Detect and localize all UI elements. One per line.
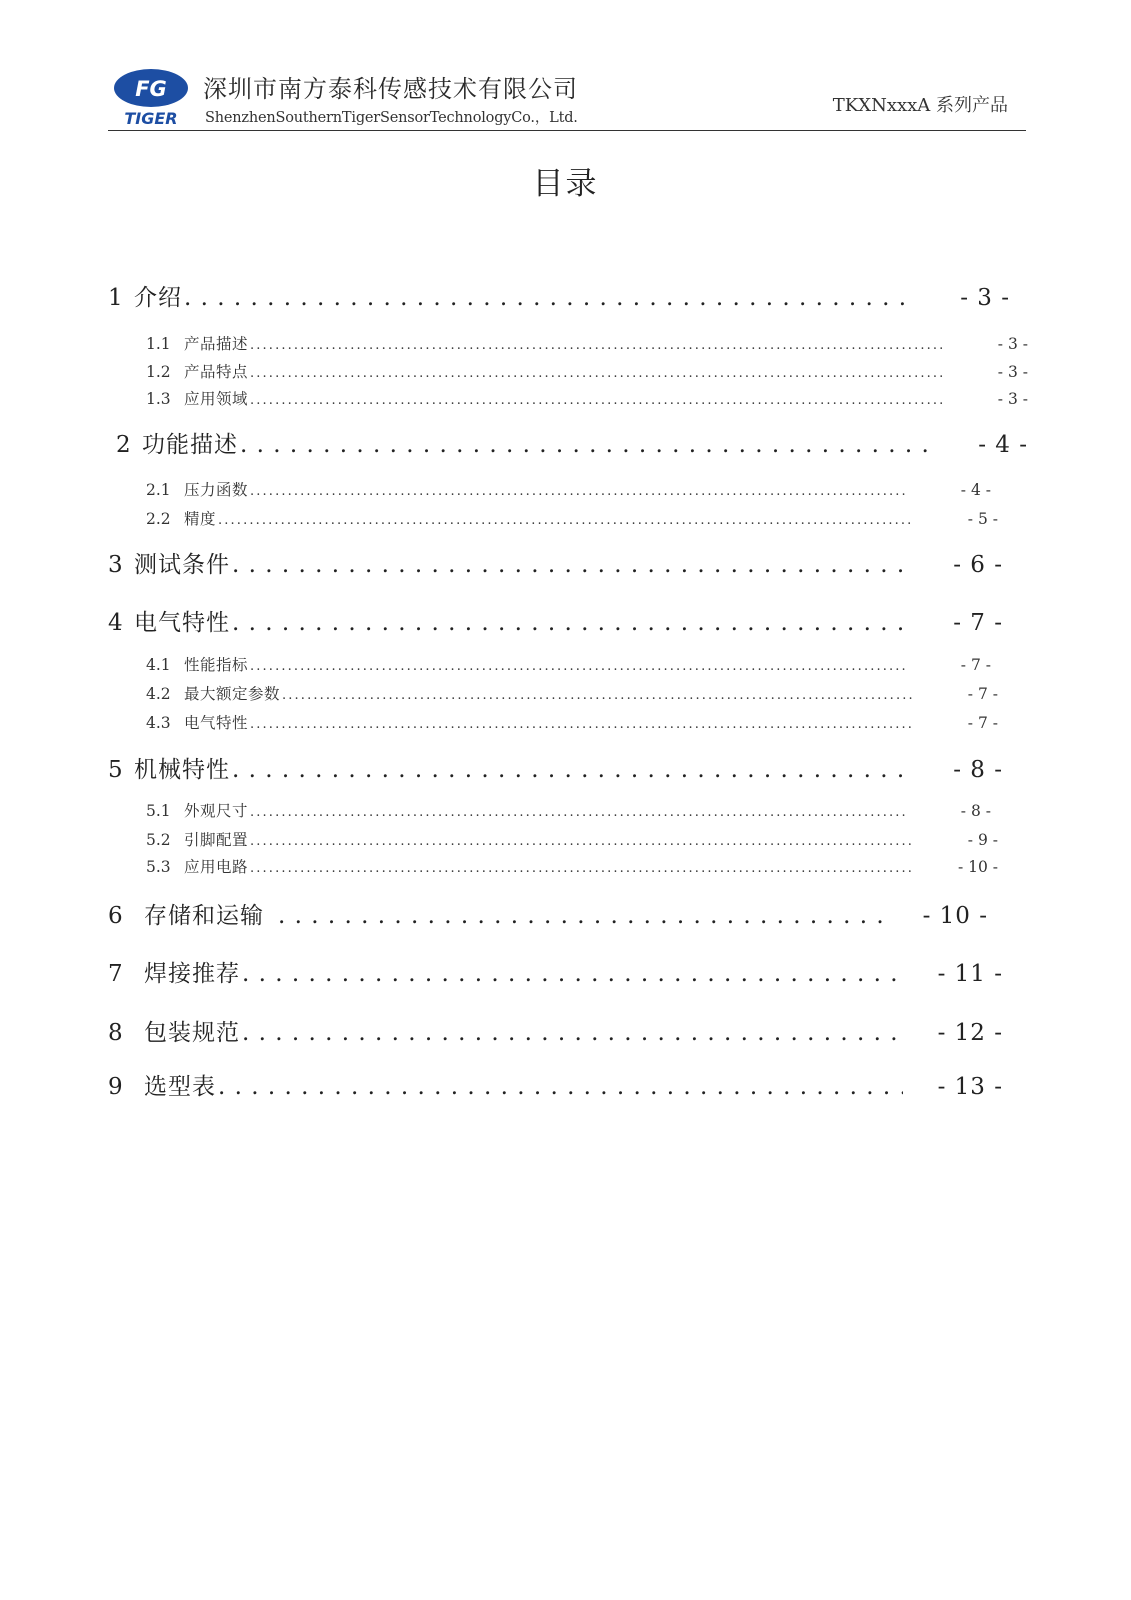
toc-leader [240,432,928,458]
toc-number: 4.2 [146,685,171,703]
toc-leader [250,717,914,732]
toc-label: 功能描述 [142,432,238,458]
toc-leader [242,1020,903,1046]
toc-entry[interactable] [146,855,998,877]
toc-page: - 10 - [957,858,998,876]
toc-label: 电气特性 [184,714,249,732]
toc-leader [278,903,888,929]
toc-entry[interactable] [108,897,988,930]
toc-entry[interactable] [108,279,1010,312]
toc-leader [250,659,907,674]
product-series: TKXNxxxA 系列产品 [832,95,1008,116]
toc-number: 3 [108,552,123,578]
toc-page: - 4 - [960,481,991,499]
toc-leader [250,366,944,381]
toc-entry[interactable] [108,1068,1003,1101]
toc-number: 1 [108,285,123,311]
toc-entry[interactable] [146,478,991,500]
logo-mark: FG [135,77,167,101]
toc-page: - 7 - [967,714,998,732]
toc-leader [232,757,903,783]
toc-entry[interactable] [108,955,1003,988]
toc-entry[interactable] [146,682,998,704]
toc-page: - 3 - [997,390,1028,408]
toc-number: 4.3 [146,714,171,732]
toc-entry[interactable] [116,426,1028,459]
toc-number: 5 [108,757,123,783]
toc-page: - 7 - [967,685,998,703]
toc-label: 介绍 [134,285,182,311]
toc-entry[interactable] [146,799,991,821]
toc-label: 机械特性 [134,757,230,783]
toc-entry[interactable] [146,360,1028,382]
toc-number: 2.2 [146,510,171,528]
toc-label: 最大额定参数 [184,685,281,703]
toc-label: 产品特点 [184,363,249,381]
toc-number: 8 [108,1020,123,1046]
toc-leader [282,688,914,703]
toc-number: 5.3 [146,858,171,876]
toc-page: - 3 - [997,363,1028,381]
toc-page: - 8 - [953,757,1003,783]
toc-number: 7 [108,961,123,987]
toc-entry[interactable] [146,828,998,850]
toc-entry[interactable] [108,751,1003,784]
toc-number: 2.1 [146,481,171,499]
toc-label: 焊接推荐 [144,961,240,987]
company-name-en: ShenzhenSouthernTigerSensorTechnologyCo.，Ltd. [205,110,578,126]
toc-entry[interactable] [108,546,1003,579]
page-header [108,62,1026,132]
toc-number: 5.1 [146,802,171,820]
toc-leader [218,513,914,528]
toc-label: 外观尺寸 [184,802,249,820]
toc-page: - 11 - [937,961,1003,987]
page-title: 目录 [532,166,599,202]
toc-page: - 8 - [960,802,991,820]
toc-leader [250,861,914,876]
toc-page: - 3 - [997,335,1028,353]
toc-page: - 12 - [937,1020,1003,1046]
toc-leader [232,610,903,636]
toc-leader [250,805,907,820]
header-divider [108,130,1026,131]
toc-entry[interactable] [146,711,998,733]
toc-leader [232,552,903,578]
toc-leader [250,484,907,499]
toc-leader [250,393,944,408]
toc-number: 1.1 [146,335,171,353]
toc-page: - 10 - [922,903,988,929]
toc-label: 包装规范 [144,1020,240,1046]
toc-number: 4.1 [146,656,171,674]
toc-leader [218,1074,903,1100]
toc-page: - 5 - [967,510,998,528]
toc-label: 产品描述 [184,335,249,353]
toc-label: 引脚配置 [184,831,249,849]
toc-number: 1.3 [146,390,171,408]
toc-label: 性能指标 [184,656,249,674]
tiger-logo-icon [111,66,191,128]
toc-leader [242,961,903,987]
toc-label: 压力函数 [184,481,249,499]
toc-label: 存储和运输 [144,903,264,929]
toc-label: 测试条件 [134,552,230,578]
toc-number: 9 [108,1074,123,1100]
toc-page: - 3 - [960,285,1010,311]
toc-label: 应用领域 [184,390,249,408]
toc-page: - 13 - [937,1074,1003,1100]
toc-number: 5.2 [146,831,171,849]
toc-number: 4 [108,610,123,636]
toc-label: 应用电路 [184,858,249,876]
toc-number: 2 [116,432,131,458]
toc-entry[interactable] [108,604,1003,637]
toc-page: - 7 - [953,610,1003,636]
toc-number: 6 [108,903,123,929]
toc-page: - 9 - [967,831,998,849]
toc-leader [184,285,910,311]
toc-page: - 6 - [953,552,1003,578]
toc-leader [250,338,944,353]
toc-entry[interactable] [146,653,991,675]
toc-label: 精度 [184,510,217,528]
logo-text: TIGER [124,109,178,128]
toc-entry[interactable] [146,387,1028,409]
toc-entry[interactable] [108,1014,1003,1047]
toc-entry[interactable] [146,332,1028,354]
toc-page: - 4 - [978,432,1028,458]
toc-label: 电气特性 [134,610,230,636]
toc-number: 1.2 [146,363,171,381]
toc-page: - 7 - [960,656,991,674]
toc-leader [250,834,914,849]
company-name-cn: 深圳市南方泰科传感技术有限公司 [203,75,578,103]
toc-entry[interactable] [146,507,998,529]
toc-label: 选型表 [144,1074,216,1100]
